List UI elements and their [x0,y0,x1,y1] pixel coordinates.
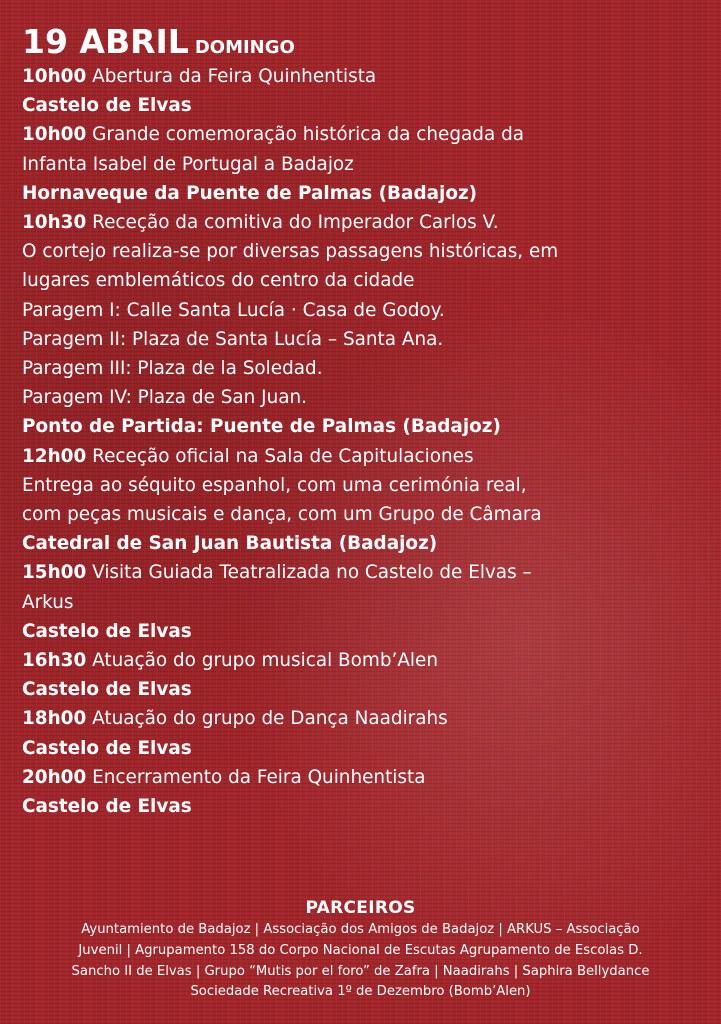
location-text: Hornaveque da Puente de Palmas (Badajoz) [22,182,478,204]
event-location [22,617,712,646]
event-location [22,179,712,208]
partners-line: Sancho II de Elvas | Grupo “Mutis por el foro” de Zafra | Naadirahs | Saphira Bellydance [71,963,650,979]
event-text: Paragem III: Plaza de la Soledad. [22,358,323,380]
event-time: 16h30 [22,650,87,672]
event-detail [22,383,712,412]
event-detail [22,354,712,383]
program-lines [22,62,712,821]
day-header [22,22,712,62]
event-text: Paragem IV: Plaza de San Juan. [22,387,308,409]
event-detail [22,588,712,617]
event-detail [22,150,712,179]
event-text: Entrega ao séquito espanhol, com uma cerimónia real, [22,474,527,496]
event-time: 10h00 [22,66,87,87]
day-date: 19 ABRIL [22,22,189,61]
event-line [22,763,712,792]
event-text: Atuação do grupo de Dança Naadirahs [92,708,448,730]
location-text: Ponto de Partida: Puente de Palmas (Badajoz) [22,416,501,438]
event-line [22,120,712,149]
event-text: Paragem II: Plaza de Santa Lucía – Santa Ana. [22,328,444,350]
event-text: Abertura da Feira Quinhentista [92,66,377,87]
event-text: Encerramento da Feira Quinhentista [92,766,426,788]
event-time: 20h00 [22,766,87,788]
event-detail [22,500,712,529]
event-location [22,675,712,704]
event-line [22,646,712,675]
event-time: 10h00 [22,124,87,146]
event-line [22,704,712,733]
event-text: O cortejo realiza-se por diversas passagens históricas, em [22,241,559,263]
event-location [22,412,712,441]
event-detail [22,325,712,354]
event-time: 12h00 [22,445,87,467]
partners-line: Juvenil | Agrupamento 158 do Corpo Nacional de Escutas Agrupamento de Escolas D. [78,942,643,958]
partners-section [0,896,721,1003]
event-text: Visita Guiada Teatralizada no Castelo de Elvas – [92,562,532,584]
event-detail [22,237,712,266]
event-line [22,558,712,587]
partners-line: Ayuntamiento de Badajoz | Associação dos Amigos de Badajoz | ARKUS – Associação [81,922,640,937]
partners-title: PARCEIROS [305,898,416,918]
event-time: 10h30 [22,212,87,234]
event-time: 18h00 [22,708,87,730]
event-location [22,734,712,763]
event-detail [22,266,712,295]
event-detail [22,296,712,325]
location-text: Castelo de Elvas [22,737,192,759]
event-text: com peças musicais e dança, com um Grupo de Câmara [22,504,542,526]
event-text: Receção oficial na Sala de Capitulaciones [92,445,474,467]
location-text: Catedral de San Juan Bautista (Badajoz) [22,533,438,555]
event-line [22,62,712,91]
event-text: Arkus [22,591,74,613]
location-text: Castelo de Elvas [22,620,192,642]
event-detail [22,471,712,500]
event-text: Infanta Isabel de Portugal a Badajoz [22,153,354,175]
event-text: lugares emblemáticos do centro da cidade [22,270,415,292]
event-text: Paragem I: Calle Santa Lucía · Casa de Godoy. [22,299,445,321]
partners-line: Sociedade Recreativa 1º de Dezembro (Bomb’Alen) [190,984,531,1000]
event-text: Receção da comitiva do Imperador Carlos V. [92,212,499,234]
event-location [22,529,712,558]
event-location [22,91,712,120]
event-location [22,792,712,821]
day-name: DOMINGO [194,37,295,58]
event-time: 15h00 [22,562,87,584]
location-text: Castelo de Elvas [22,95,192,117]
location-text: Castelo de Elvas [22,796,192,818]
location-text: Castelo de Elvas [22,679,192,701]
program-schedule [22,22,712,821]
event-text: Atuação do grupo musical Bomb’Alen [92,650,439,672]
event-text: Grande comemoração histórica da chegada da [92,124,525,146]
event-line [22,442,712,471]
event-line [22,208,712,237]
